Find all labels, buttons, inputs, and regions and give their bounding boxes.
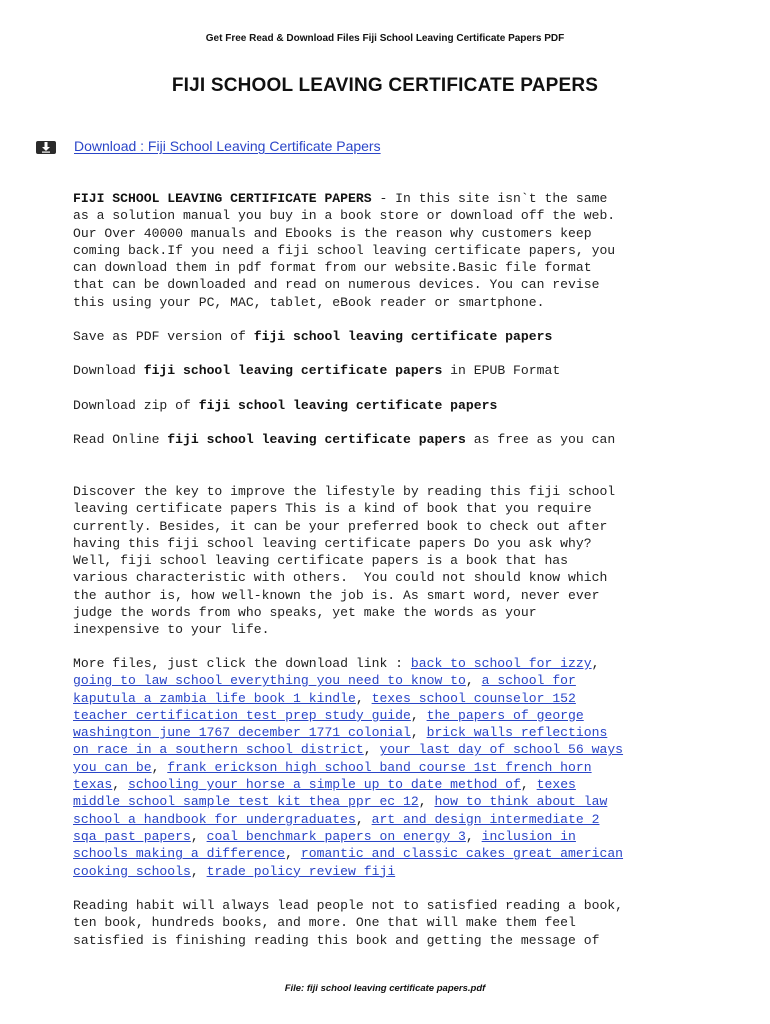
discover-line: Well, fiji school leaving certificate papers is a book that has <box>73 553 569 569</box>
more-file-link[interactable]: art and design intermediate 2 <box>371 811 600 827</box>
discover-line: judge the words from who speaks, yet make the words as your <box>73 605 537 621</box>
intro-line: as a solution manual you buy in a book store or download off the web. <box>73 208 616 224</box>
more-file-link[interactable]: brick walls reflections <box>426 725 608 741</box>
intro-line: can download them in pdf format from our website.Basic file format <box>73 260 592 276</box>
intro-bold-lead: FIJI SCHOOL LEAVING CERTIFICATE PAPERS <box>73 191 372 206</box>
intro-line: this using your PC, MAC, tablet, eBook reader or smartphone. <box>73 294 545 310</box>
more-file-link[interactable]: texas <box>73 777 113 793</box>
action-bold: fiji school leaving certificate papers <box>253 329 553 344</box>
more-file-link[interactable]: texes school counselor 152 <box>371 690 576 706</box>
page-title: FIJI SCHOOL LEAVING CERTIFICATE PAPERS <box>171 75 599 96</box>
action-text: Download <box>73 363 144 378</box>
intro-paragraph <box>73 190 743 311</box>
more-file-link[interactable]: cooking schools <box>73 863 191 879</box>
more-file-link[interactable]: the papers of george <box>426 707 584 723</box>
more-file-link[interactable]: texes <box>536 777 576 793</box>
discover-line: Discover the key to improve the lifestyle by reading this fiji school <box>73 484 616 499</box>
discover-line: having this fiji school leaving certificate papers Do you ask why? <box>73 535 592 551</box>
more-file-link[interactable]: your last day of school 56 ways <box>379 742 624 758</box>
more-file-link[interactable]: on race in a southern school district <box>73 742 364 758</box>
action-bold: fiji school leaving certificate papers <box>167 432 466 447</box>
discover-line: the author is, how well-known the job is. As smart word, never ever <box>73 587 600 603</box>
intro-line: - In this site isn`t the same <box>371 191 608 206</box>
intro-line: coming back.If you need a fiji school leaving certificate papers, you <box>73 242 616 258</box>
action-save-pdf <box>73 328 743 345</box>
discover-line: inexpensive to your life. <box>73 622 270 638</box>
reading-habit-line: Reading habit will always lead people not to satisfied reading a book, <box>73 898 624 913</box>
download-icon[interactable] <box>36 141 56 154</box>
reading-habit-line: ten book, hundreds books, and more. One that will make them feel <box>73 915 576 931</box>
action-text: Save as PDF version of <box>73 329 254 344</box>
reading-habit-paragraph <box>73 897 743 949</box>
intro-line: Our Over 40000 manuals and Ebooks is the reason why customers keep <box>73 225 592 241</box>
more-file-link[interactable]: going to law school everything you need to know to <box>73 673 466 689</box>
more-file-link[interactable]: teacher certification test prep study guide <box>73 707 411 723</box>
action-bold: fiji school leaving certificate papers <box>198 398 498 413</box>
more-file-link[interactable]: kaputula a zambia life book 1 kindle <box>73 690 356 706</box>
more-file-link[interactable]: you can be <box>73 759 152 775</box>
more-file-link[interactable]: back to school for izzy <box>410 656 592 671</box>
action-download-epub <box>73 362 743 379</box>
action-read-online <box>73 431 743 448</box>
more-file-link[interactable]: school a handbook for undergraduates <box>73 811 356 827</box>
reading-habit-line: satisfied is finishing reading this book and getting the message of <box>73 932 600 948</box>
more-file-link[interactable]: schools making a difference <box>73 846 286 862</box>
more-file-link[interactable]: middle school sample test kit thea ppr ec 12 <box>73 794 419 810</box>
action-text: Download zip of <box>73 398 199 413</box>
action-bold: fiji school leaving certificate papers <box>143 363 443 378</box>
discover-line: leaving certificate papers This is a kind of book that you require <box>73 501 592 517</box>
action-download-zip <box>73 397 743 414</box>
discover-line: various characteristic with others. You could not should know which <box>73 570 608 586</box>
more-files-paragraph: More files, just click the download link : back to school for izzy, going to law school everything you need to know to, a school for kaputula a zambia life book 1 kindle, texes school counselor 152 teacher certification test prep study guide, the papers of george washington june 1767 december 1771 colonial, brick walls reflections on race in a southern school district, your last day of school 56 ways you can be, frank erickson high school band course 1st french horn texas, schooling your horse a simple up to date method of, texes middle school sample test kit thea ppr ec 12, how to think about law school a handbook for undergraduates, art and design intermediate 2 sqa past papers, coal benchmark papers on energy 3, inclusion in schools making a difference, romantic and classic cakes great american cooking schools, trade policy review fiji <box>73 656 624 879</box>
more-file-link[interactable]: inclusion in <box>481 828 576 844</box>
page-footer: File: fiji school leaving certificate papers.pdf <box>284 983 486 994</box>
page-header: Get Free Read & Download Files Fiji School Leaving Certificate Papers PDF <box>205 33 565 44</box>
more-file-link[interactable]: romantic and classic cakes great american <box>300 846 624 862</box>
more-file-link[interactable]: schooling your horse a simple up to date method of <box>128 777 521 793</box>
action-text: Read Online <box>73 432 168 447</box>
intro-line: that can be downloaded and read on numerous devices. You can revise <box>73 277 600 293</box>
more-file-link[interactable]: coal benchmark papers on energy 3 <box>206 828 466 844</box>
discover-paragraph <box>73 483 743 639</box>
more-file-link[interactable]: how to think about law <box>434 794 608 810</box>
more-file-link[interactable]: washington june 1767 december 1771 colonial <box>73 725 411 741</box>
action-text: in EPUB Format <box>442 363 561 378</box>
more-files-lead: More files, just click the download link : <box>73 656 411 671</box>
discover-line: currently. Besides, it can be your preferred book to check out after <box>73 518 608 534</box>
download-link[interactable]: Download : Fiji School Leaving Certificate Papers <box>74 138 381 154</box>
action-text: as free as you can <box>465 432 616 447</box>
more-file-link[interactable]: a school for <box>481 673 576 689</box>
more-file-link[interactable]: trade policy review fiji <box>206 863 396 879</box>
more-file-link[interactable]: frank erickson high school band course 1st french horn <box>167 759 592 775</box>
more-file-link[interactable]: sqa past papers <box>73 828 191 844</box>
